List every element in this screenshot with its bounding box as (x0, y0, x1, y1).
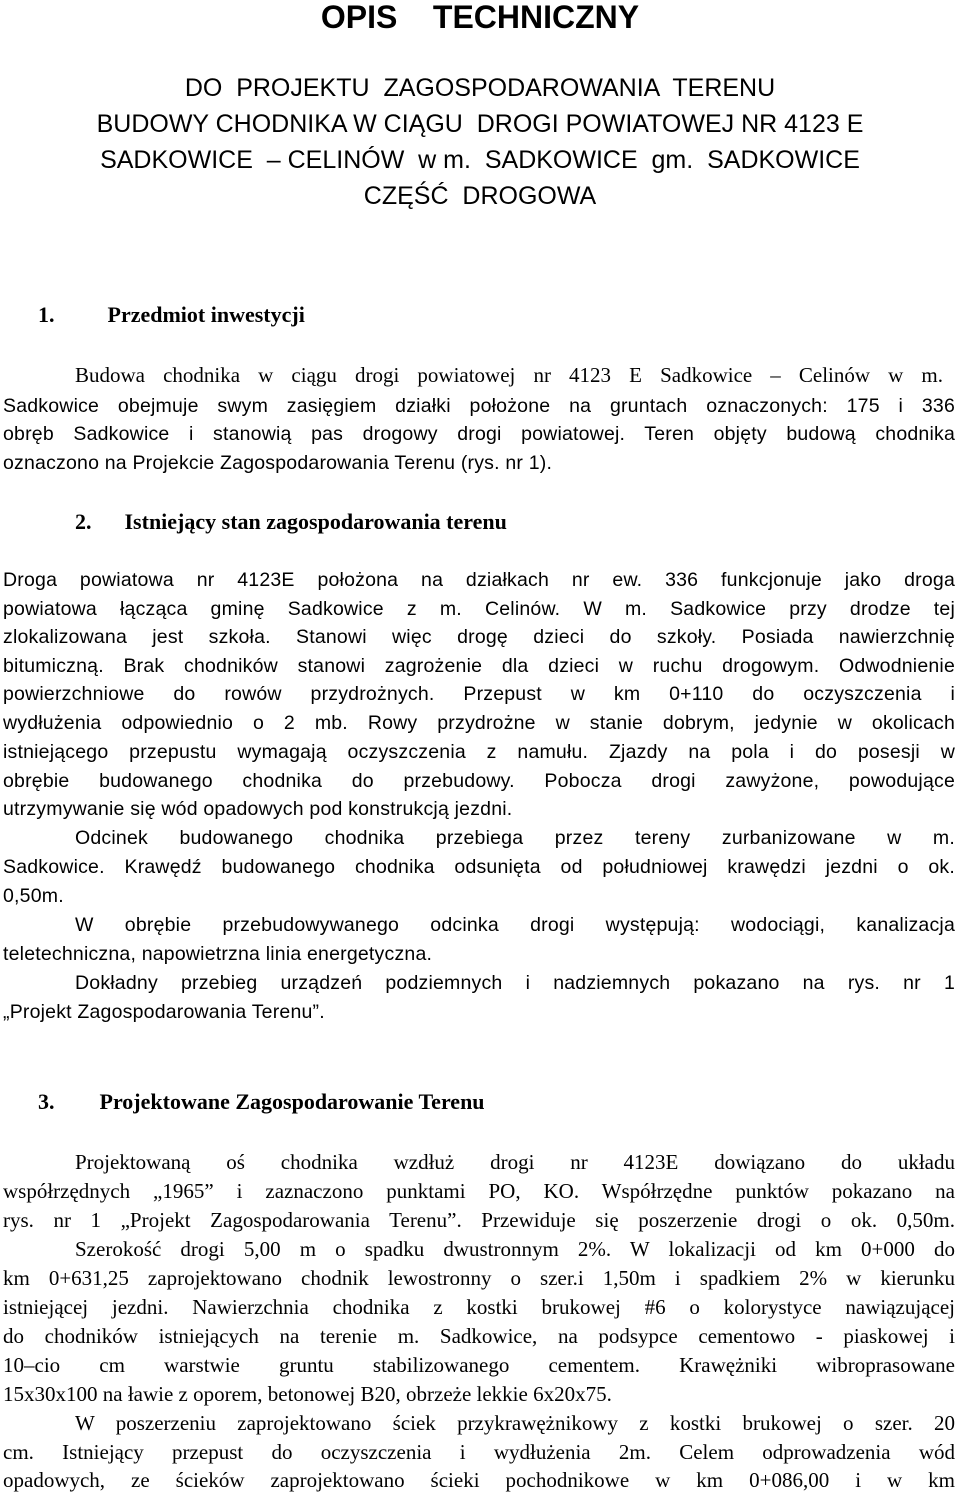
paragraph-line: istniejącej jezdni. Nawierzchnia chodnika z kostki brukowej #6 o kolorystyce nawiązującej (3, 1295, 955, 1319)
paragraph-line: istniejącego przepustu wymagają oczyszczenia z namułu. Zjazdy na pola i do posesji w (3, 741, 955, 763)
section-number: 3. (38, 1089, 55, 1114)
paragraph-line: współrzędnych „1965” i zaznaczono punktami PO, KO. Współrzędne punktów pokazano na (3, 1179, 955, 1203)
paragraph-line: cm. Istniejący przepust do oczyszczenia i wydłużenia 2m. Celem odprowadzenia wód (3, 1440, 955, 1464)
paragraph-line: obręb Sadkowice i stanowią pas drogowy drogi powiatowej. Teren objęty budową chodnika (3, 423, 955, 445)
paragraph-line: do chodników istniejących na terenie m. Sadkowice, na podsypce cementowo - piaskowej i (3, 1324, 955, 1348)
section-title: Przedmiot inwestycji (107, 302, 305, 327)
paragraph-line: powierzchniowe do rowów przydrożnych. Przepust w km 0+110 do oczyszczenia i (3, 683, 955, 705)
section-title: Istniejący stan zagospodarowania terenu (124, 509, 507, 534)
subtitle-line: BUDOWY CHODNIKA W CIĄGU DROGI POWIATOWEJ NR 4123 E (96, 110, 864, 138)
paragraph-line: teletechniczna, napowietrzna linia energetyczna. (3, 943, 433, 965)
document-title: OPIS TECHNICZNY (320, 0, 640, 35)
paragraph-line: zlokalizowana jest szkoła. Stanowi więc drogę dzieci do szkoły. Posiada nawierzchnię (3, 626, 955, 648)
paragraph-line: Projektowaną oś chodnika wzdłuż drogi nr 4123E dowiązano do układu (75, 1150, 955, 1174)
paragraph-line: powiatowa łącząca gminę Sadkowice z m. Celinów. W m. Sadkowice przy drodze tej (3, 598, 955, 620)
section-title: Projektowane Zagospodarowanie Terenu (99, 1089, 485, 1114)
paragraph-line: „Projekt Zagospodarowania Terenu”. (3, 1001, 325, 1023)
paragraph-line: utrzymywanie się wód opadowych pod konstrukcją jezdni. (3, 798, 513, 820)
section-2-heading (75, 507, 507, 537)
subtitle-line: DO PROJEKTU ZAGOSPODAROWANIA TERENU (184, 74, 776, 102)
paragraph-line: obrębie budowanego chodnika do przebudowy. Pobocza drogi zawyżone, powodujące (3, 770, 955, 792)
paragraph-line: W obrębie przebudowywanego odcinka drogi występują: wodociągi, kanalizacja (75, 914, 955, 936)
paragraph-line: 15x30x100 na ławie z oporem, betonowej B20, obrzeże lekkie 6x20x75. (3, 1382, 612, 1406)
section-3-heading (38, 1087, 485, 1117)
subtitle-line: CZĘŚĆ DROGOWA (363, 182, 597, 210)
section-1-heading (38, 300, 305, 330)
subtitle-line: SADKOWICE – CELINÓW w m. SADKOWICE gm. SADKOWICE (100, 146, 860, 174)
section-number: 1. (38, 302, 55, 327)
paragraph-line: Szerokość drogi 5,00 m o spadku dwustronnym 2%. W lokalizacji od km 0+000 do (75, 1237, 955, 1261)
paragraph-line: W poszerzeniu zaprojektowano ściek przykrawężnikowy z kostki brukowej o szer. 20 (75, 1411, 955, 1435)
paragraph-line: km 0+631,25 zaprojektowano chodnik lewostronny o szer.i 1,50m i spadkiem 2% w kierunku (3, 1266, 955, 1290)
paragraph-line: Sadkowice obejmuje swym zasięgiem działki położone na gruntach oznaczonych: 175 i 336 (3, 395, 955, 417)
paragraph-line: Sadkowice. Krawędź budowanego chodnika odsunięta od południowej krawędzi jezdni o ok. (3, 856, 955, 878)
paragraph-line: 10–cio cm warstwie gruntu stabilizowanego cementem. Krawężniki wibroprasowane (3, 1353, 955, 1377)
paragraph-line: bitumiczną. Brak chodników stanowi zagrożenie dla dzieci w ruchu drogowym. Odwodnienie (3, 655, 955, 677)
paragraph-line: Droga powiatowa nr 4123E położona na działkach nr ew. 336 funkcjonuje jako droga (3, 569, 955, 591)
paragraph-line: 0,50m. (3, 885, 64, 907)
paragraph-line: oznaczono na Projekcie Zagospodarowania Terenu (rys. nr 1). (3, 452, 553, 474)
paragraph-line: Dokładny przebieg urządzeń podziemnych i nadziemnych pokazano na rys. nr 1 (75, 972, 955, 994)
paragraph-line: Odcinek budowanego chodnika przebiega przez tereny zurbanizowane w m. (75, 827, 955, 849)
section-number: 2. (75, 509, 92, 534)
paragraph-line: opadowych, ze ścieków zaprojektowano ścieki pochodnikowe w km 0+086,00 i w km (3, 1468, 955, 1492)
paragraph-line: wydłużenia odpowiednio o 2 mb. Rowy przydrożne w stanie dobrym, jedynie w okolicach (3, 712, 955, 734)
paragraph-line: rys. nr 1 „Projekt Zagospodarowania Terenu”. Przewiduje się poszerzenie drogi o ok. 0,50m. (3, 1208, 955, 1232)
paragraph-line: Budowa chodnika w ciągu drogi powiatowej nr 4123 E Sadkowice – Celinów w m. (75, 363, 943, 387)
